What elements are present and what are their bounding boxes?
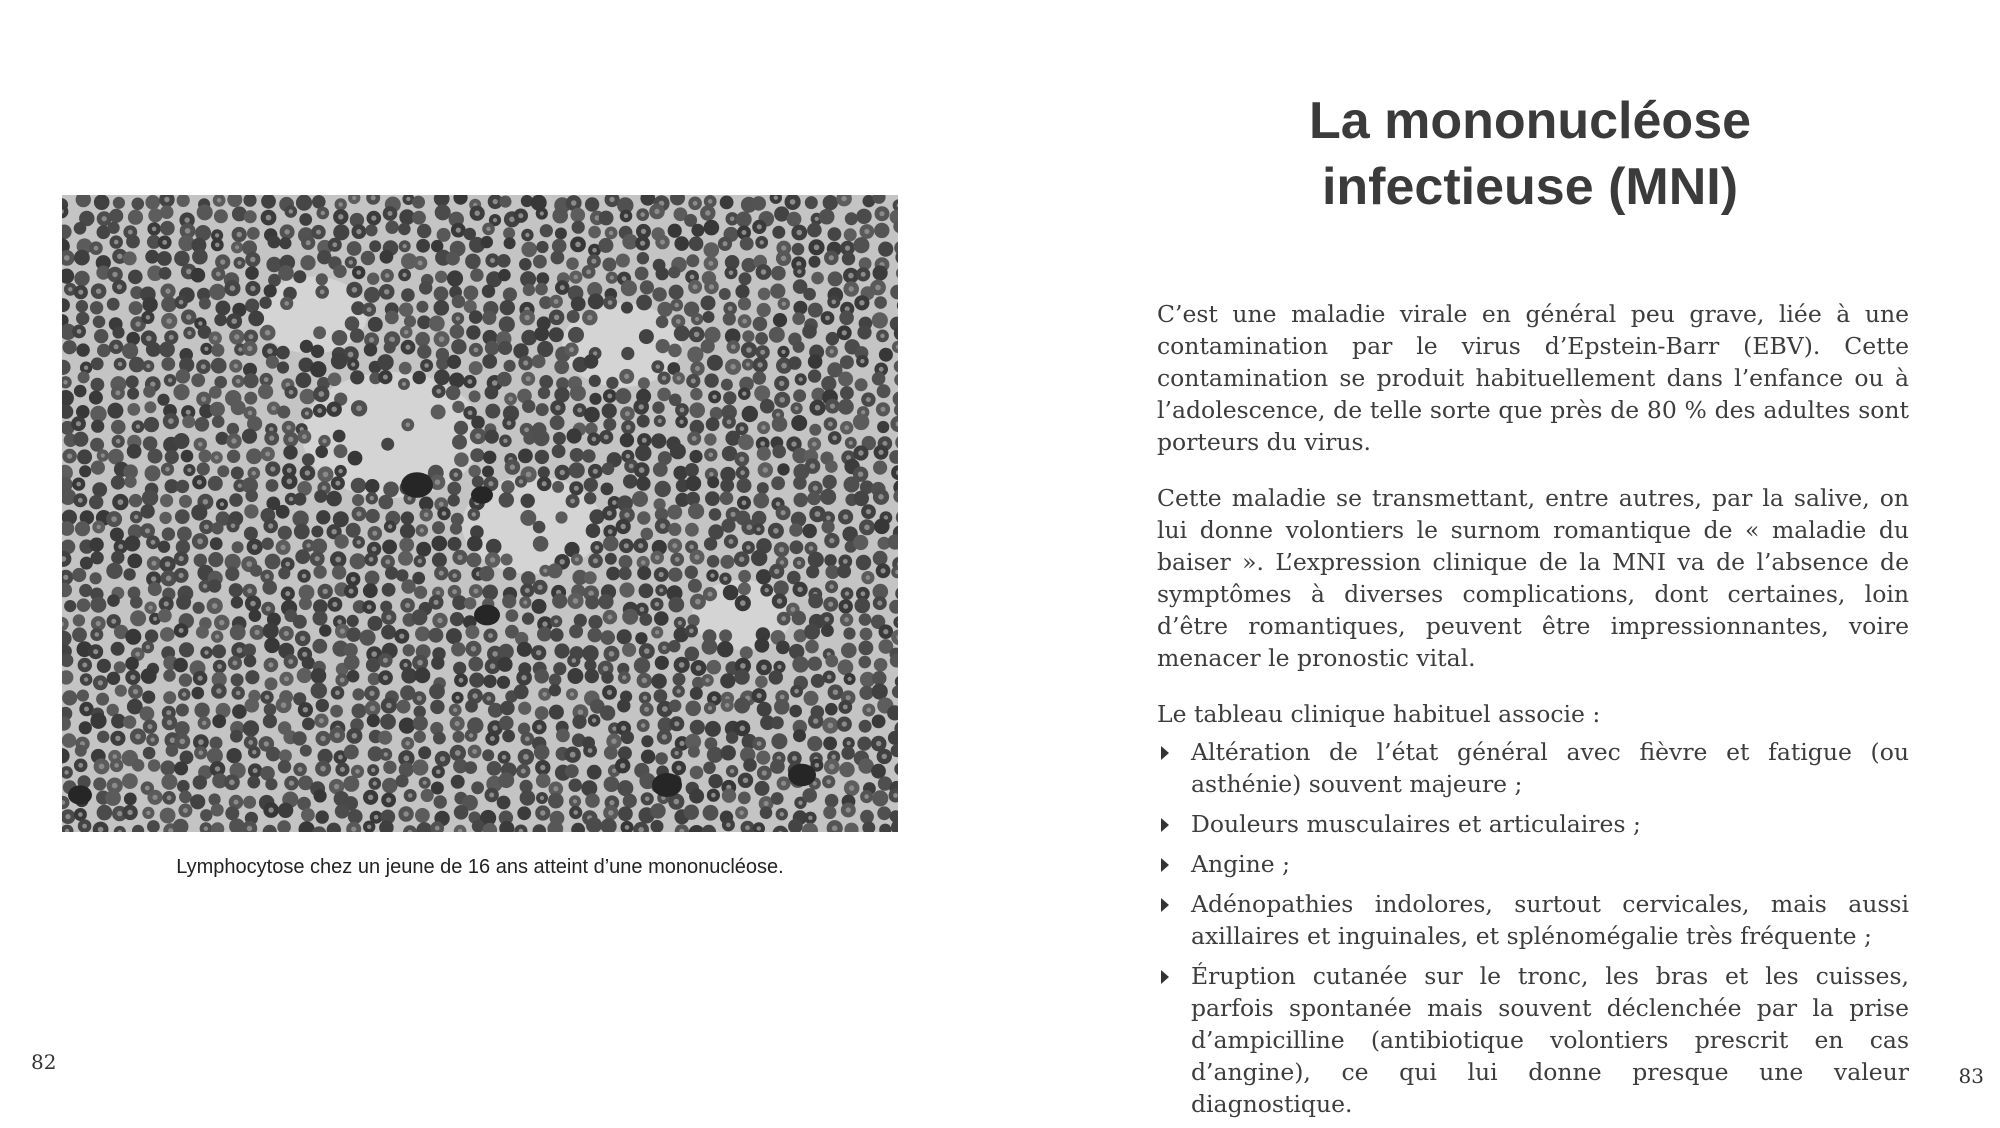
page-number-left: 82 (31, 1050, 56, 1074)
list-item (1157, 960, 1909, 1120)
list-item-text: Éruption cutanée sur le tronc, les bras et les cuisses, parfois spontanée mais souvent déclenchée par la prise d’ampicilline (antibiotique volontiers prescrit en cas d’angine), ce qui lui donne presque une valeur diagnostique. (1191, 962, 1909, 1118)
page-number-right: 83 (1959, 1064, 1984, 1088)
list-item (1157, 848, 1909, 880)
title-line-2: infectieuse (MNI) (1322, 158, 1738, 216)
figure-caption: Lymphocytose chez un jeune de 16 ans atteint d’une mononucléose. (62, 856, 898, 879)
list-item-text: Altération de l’état général avec fièvre et fatigue (ou asthénie) souvent majeure ; (1191, 738, 1909, 798)
list-item-text: Douleurs musculaires et articulaires ; (1191, 810, 1641, 838)
triangle-bullet-icon (1161, 858, 1169, 872)
list-item-text: Adénopathies indolores, surtout cervicales, mais aussi axillaires et inguinales, et splénomégalie très fréquente ; (1191, 890, 1909, 950)
page-title (1160, 88, 1900, 220)
article-body (1157, 298, 1909, 1128)
triangle-bullet-icon (1161, 818, 1169, 832)
blood-smear-image (62, 195, 898, 832)
paragraph-1: C’est une maladie virale en général peu grave, liée à une contamination par le virus d’Epstein-Barr (EBV). Cette contamination se produit habituellement dans l’enfance ou à l’adolescence, de telle sorte que près de 80 % des adultes sont porteurs du virus. (1157, 298, 1909, 458)
triangle-bullet-icon (1161, 746, 1169, 760)
list-item (1157, 888, 1909, 952)
paragraph-2: Cette maladie se transmettant, entre autres, par la salive, on lui donne volontiers le surnom romantique de « maladie du baiser ». L’expression clinique de la MNI va de l’absence de symptômes à diverses complications, dont certaines, loin d’être romantiques, peuvent être impressionnantes, voire menacer le pronostic vital. (1157, 482, 1909, 674)
list-item (1157, 736, 1909, 800)
list-item-text: Angine ; (1191, 850, 1290, 878)
list-item (1157, 808, 1909, 840)
title-line-1: La mononucléose (1309, 92, 1751, 150)
paragraph-3: Le tableau clinique habituel associe : (1157, 698, 1909, 730)
triangle-bullet-icon (1161, 970, 1169, 984)
symptom-list (1157, 736, 1909, 1120)
triangle-bullet-icon (1161, 898, 1169, 912)
blood-smear-micrograph (62, 195, 898, 832)
